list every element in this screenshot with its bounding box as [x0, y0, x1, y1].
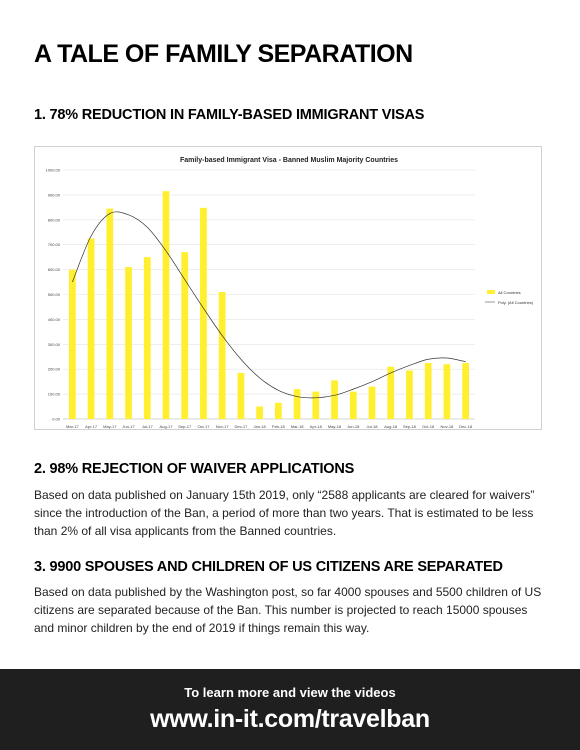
section3-body: Based on data published by the Washington post, so far 4000 spouses and 5500 children of US citizens are separated because of the Ban. This number is projected to reach 15000 spouses and minor children by the end of 2019 if things remain this way. — [34, 585, 542, 635]
section2-heading: 2. 98% REJECTION OF WAIVER APPLICATIONS — [34, 461, 355, 477]
y-tick-label: 700.00 — [47, 242, 60, 248]
section1-heading: 1. 78% REDUCTION IN FAMILY-BASED IMMIGRANT VISAS — [34, 107, 425, 123]
y-tick-label: 300.00 — [47, 341, 60, 347]
bar — [350, 392, 357, 419]
x-tick-label: Aug-17 — [159, 424, 173, 429]
x-tick-label: Dec-18 — [459, 424, 473, 429]
bar — [331, 380, 338, 419]
bar — [369, 387, 376, 419]
y-tick-label: 100.00 — [47, 391, 60, 397]
bar — [256, 407, 263, 419]
bar — [125, 267, 132, 419]
x-tick-label: May-17 — [103, 424, 117, 429]
bar — [200, 208, 207, 419]
x-tick-label: Mar-17 — [66, 424, 79, 429]
bar — [181, 252, 188, 419]
y-tick-label: 200.00 — [47, 366, 60, 372]
x-tick-label: Jul-17 — [141, 424, 153, 429]
x-tick-label: Mar-18 — [290, 424, 304, 429]
y-tick-label: 0.00 — [52, 416, 60, 422]
bar — [69, 270, 76, 419]
footer — [0, 669, 580, 750]
y-tick-label: 1000.00 — [45, 167, 60, 173]
bar — [312, 392, 319, 419]
section3-heading: 3. 9900 SPOUSES AND CHILDREN OF US CITIZENS ARE SEPARATED — [34, 559, 503, 575]
bar — [294, 389, 301, 419]
bar — [275, 403, 282, 419]
page-title: A TALE OF FAMILY SEPARATION — [34, 40, 413, 68]
chart-title: Family-based Immigrant Visa - Banned Muslim Majority Countries — [179, 157, 399, 164]
bar — [462, 363, 469, 419]
x-tick-label: Jan-18 — [253, 424, 266, 429]
x-tick-label: Jun-17 — [122, 424, 135, 429]
x-tick-label: Sep-17 — [178, 424, 192, 429]
footer-url-link[interactable]: www.in-it.com/travelban — [150, 705, 430, 733]
x-tick-label: Sep-18 — [403, 424, 416, 429]
bar — [387, 367, 394, 419]
bar — [106, 209, 113, 419]
x-tick-label: Dec-17 — [234, 424, 248, 429]
y-tick-label: 800.00 — [47, 217, 60, 223]
y-tick-label: 600.00 — [47, 267, 60, 273]
bar — [144, 257, 151, 419]
x-tick-label: May-18 — [327, 424, 342, 429]
x-tick-label: Jul-18 — [366, 424, 378, 429]
x-tick-label: Nov-18 — [440, 424, 454, 429]
x-tick-label: Apr-17 — [85, 424, 98, 429]
legend-label-bars: All Countries — [498, 290, 521, 295]
section2-body: Based on data published on January 15th 2019, only “2588 applicants are cleared for waivers” since the introduction of the Ban, a period of more than two years. That is estimated to be less than 2% of all visa applicants from the Banned countries. — [34, 488, 535, 538]
chart-container — [34, 146, 542, 430]
y-tick-label: 900.00 — [47, 192, 60, 198]
bar — [406, 370, 413, 419]
legend — [485, 290, 534, 305]
bar — [163, 191, 170, 419]
legend-label-trend: Poly. (All Countries) — [498, 300, 534, 305]
x-tick-label: Jun-18 — [347, 424, 360, 429]
y-axis-ticks — [46, 168, 61, 422]
legend-swatch-bars — [487, 290, 495, 294]
bar — [219, 292, 226, 419]
x-tick-label: Oct-17 — [197, 424, 210, 429]
x-axis-ticks — [66, 424, 473, 429]
visa-bar-chart — [35, 147, 543, 431]
bar — [88, 238, 95, 419]
gridlines — [63, 170, 475, 419]
x-tick-label: Nov-17 — [215, 424, 229, 429]
y-tick-label: 500.00 — [47, 292, 60, 297]
bar — [425, 363, 432, 419]
x-tick-label: Feb-18 — [272, 424, 285, 429]
bar — [238, 373, 245, 419]
bar — [444, 364, 451, 419]
x-tick-label: Aug-18 — [384, 424, 398, 429]
x-tick-label: Apr-18 — [309, 424, 322, 429]
x-tick-label: Oct-18 — [422, 424, 435, 429]
footer-tagline: To learn more and view the videos — [184, 685, 396, 700]
y-tick-label: 400.00 — [47, 316, 60, 322]
